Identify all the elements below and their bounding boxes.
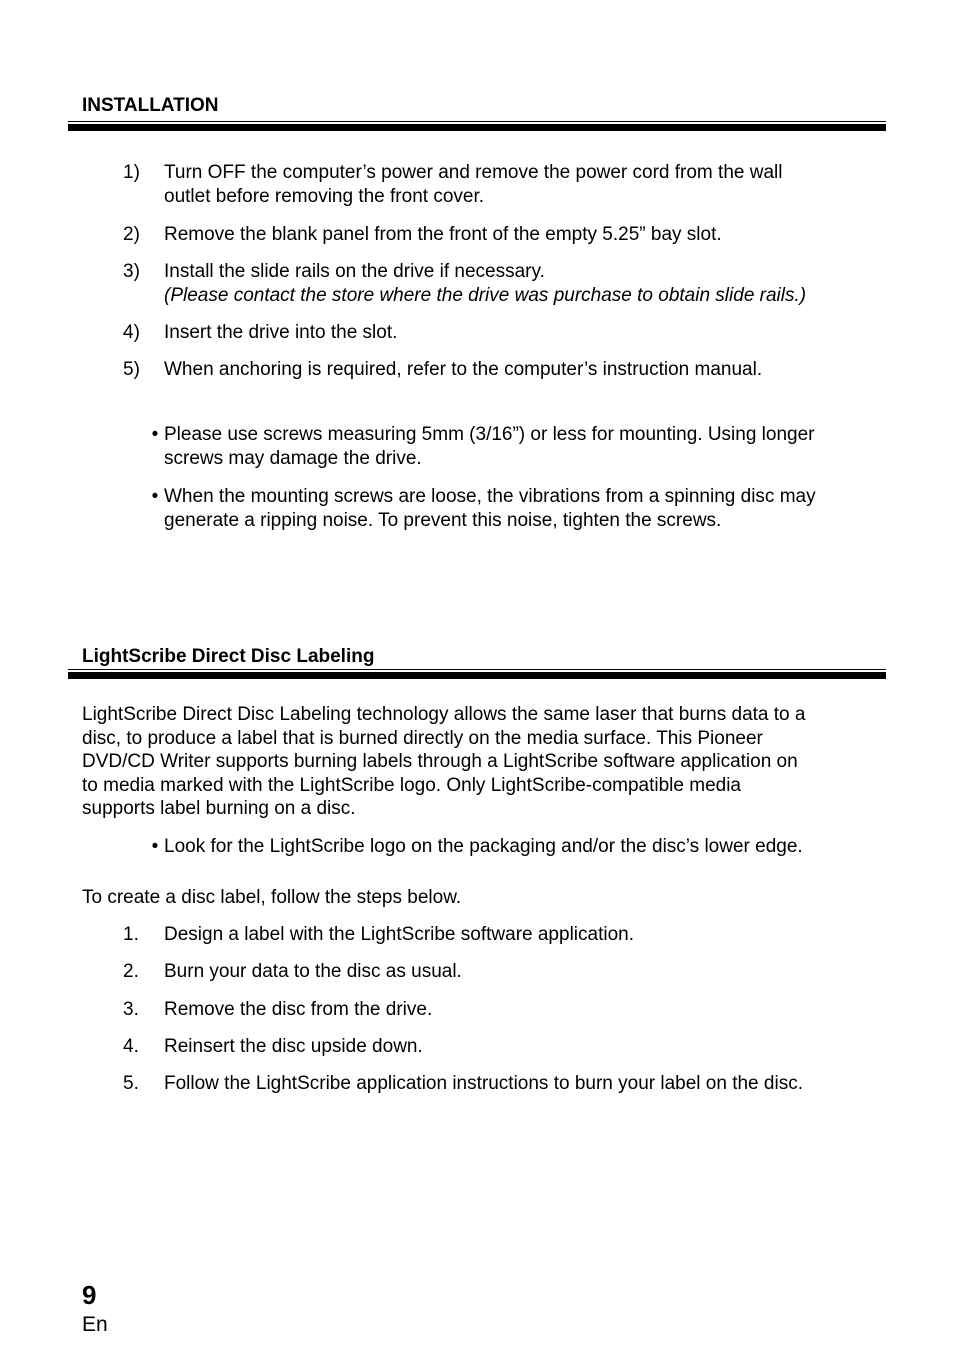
paragraph-line: supports label burning on a disc.	[82, 798, 356, 820]
step-line: Reinsert the disc upside down.	[164, 1036, 423, 1057]
note-line: Please use screws measuring 5mm (3/16”) or less for mounting. Using longer	[164, 424, 815, 445]
note-line: When the mounting screws are loose, the vibrations from a spinning disc may	[164, 486, 816, 507]
step-number: 4)	[123, 322, 140, 343]
paragraph-line: LightScribe Direct Disc Labeling technology allows the same laser that burns data to a	[82, 704, 806, 725]
step-text	[164, 960, 462, 984]
paragraph-line: disc, to produce a label that is burned directly on the media surface. This Pioneer	[82, 727, 763, 749]
bullet-icon: •	[151, 486, 159, 507]
note-line: Look for the LightScribe logo on the packaging and/or the disc’s lower edge.	[164, 836, 803, 857]
step-number: 3)	[123, 261, 140, 282]
step-text	[164, 223, 722, 247]
step-number: 3.	[123, 999, 139, 1020]
step-number: 1)	[123, 162, 140, 183]
paragraph-line: to media marked with the LightScribe logo. Only LightScribe-compatible media	[82, 774, 741, 796]
note-line: generate a ripping noise. To prevent this noise, tighten the screws.	[164, 510, 722, 531]
step-line: Remove the blank panel from the front of the empty 5.25” bay slot.	[164, 224, 722, 245]
step-text	[164, 923, 634, 947]
note-text	[164, 835, 803, 859]
step-line: Follow the LightScribe application instructions to burn your label on the disc.	[164, 1073, 803, 1094]
step-text	[164, 358, 762, 382]
step-line: Insert the drive into the slot.	[164, 322, 398, 343]
step-text	[164, 321, 397, 345]
step-note: (Please contact the store where the drive was purchase to obtain slide rails.)	[164, 285, 807, 306]
step-text	[164, 998, 432, 1022]
note-line: screws may damage the drive.	[164, 448, 422, 469]
step-number: 2.	[123, 961, 139, 982]
page-language: En	[82, 1313, 108, 1336]
step-text	[164, 260, 806, 308]
step-text	[164, 161, 782, 209]
paragraph-line: To create a disc label, follow the steps below.	[82, 887, 462, 908]
step-line: When anchoring is required, refer to the computer’s instruction manual.	[164, 359, 763, 380]
step-line: Install the slide rails on the drive if necessary.	[164, 261, 545, 282]
installation-heading: INSTALLATION	[82, 95, 219, 116]
step-text	[164, 1072, 803, 1096]
step-number: 4.	[123, 1036, 139, 1057]
step-line: Turn OFF the computer’s power and remove the power cord from the wall	[164, 162, 783, 183]
step-line: outlet before removing the front cover.	[164, 186, 485, 207]
page-number: 9	[82, 1280, 97, 1310]
lightscribe-heading-rule	[68, 669, 886, 679]
installation-heading-rule	[68, 121, 886, 131]
lightscribe-steps-intro	[82, 886, 461, 910]
lightscribe-intro-paragraph	[82, 703, 805, 821]
bullet-icon: •	[151, 424, 159, 445]
paragraph-line: DVD/CD Writer supports burning labels through a LightScribe software application on	[82, 751, 798, 773]
step-number: 5)	[123, 359, 140, 380]
lightscribe-heading: LightScribe Direct Disc Labeling	[82, 646, 375, 667]
bullet-icon: •	[151, 836, 159, 857]
step-number: 2)	[123, 224, 140, 245]
note-text	[164, 485, 816, 533]
step-number: 1.	[123, 924, 139, 945]
step-number: 5.	[123, 1073, 139, 1094]
step-line: Design a label with the LightScribe software application.	[164, 924, 634, 945]
step-line: Burn your data to the disc as usual.	[164, 961, 462, 982]
step-text	[164, 1035, 423, 1059]
step-line: Remove the disc from the drive.	[164, 999, 433, 1020]
note-text	[164, 423, 815, 471]
